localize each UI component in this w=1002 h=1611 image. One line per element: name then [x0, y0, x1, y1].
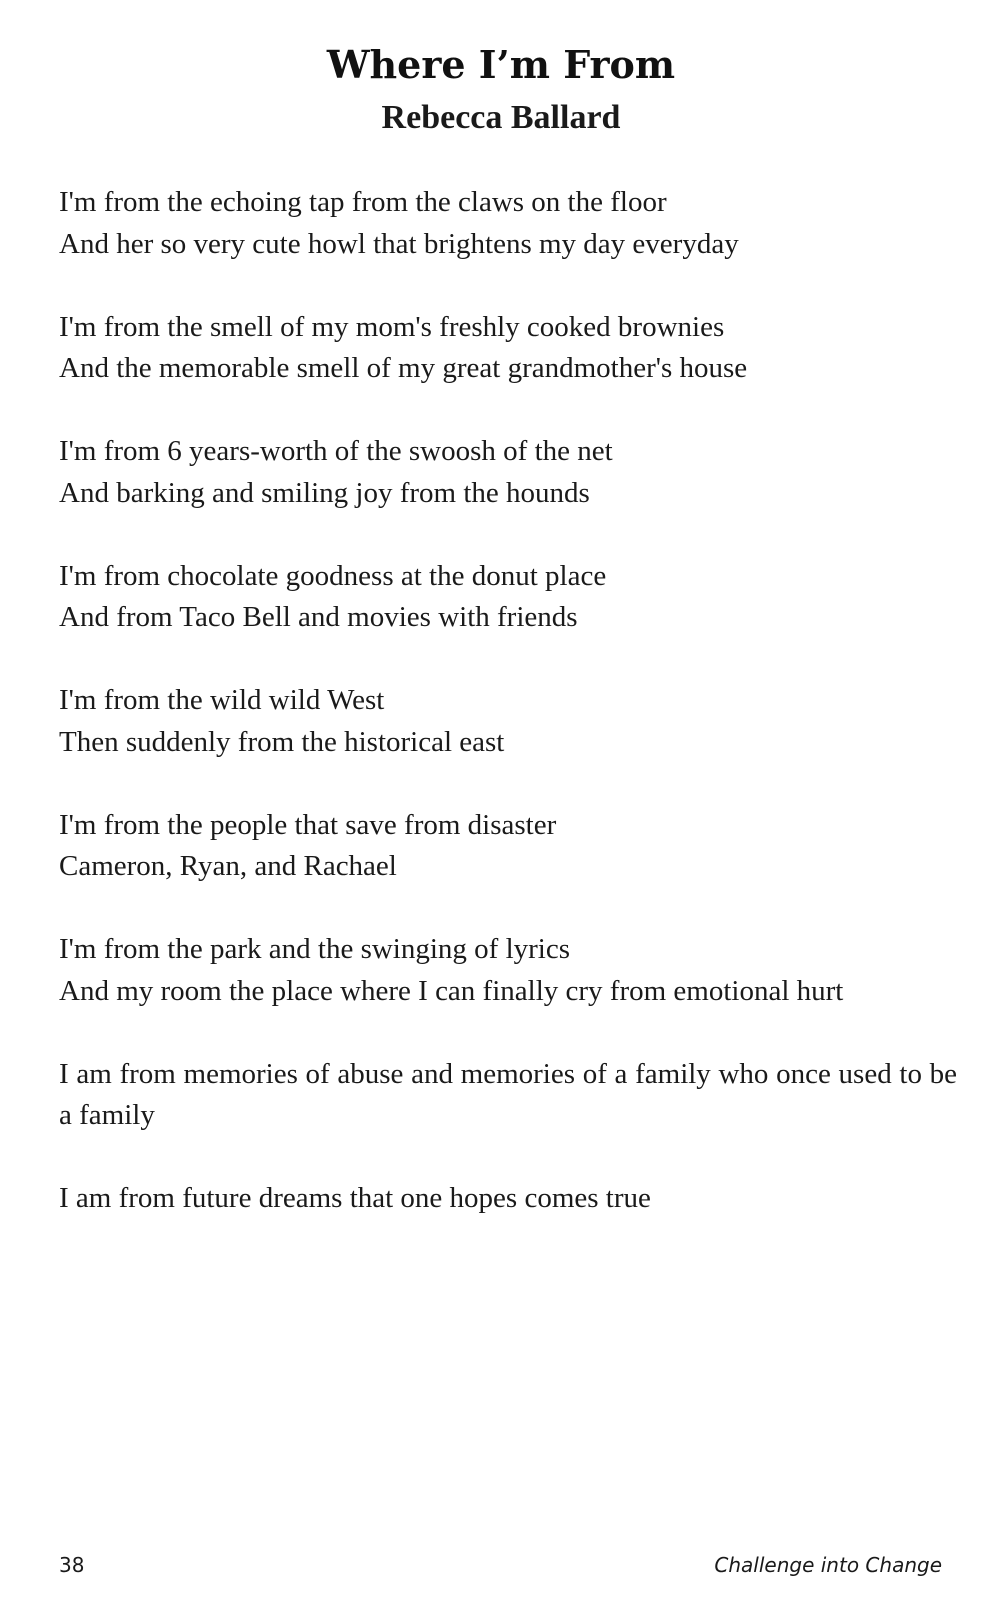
- poem-line: I'm from the smell of my mom's freshly cooked brownies: [59, 310, 725, 343]
- poem-line: And from Taco Bell and movies with friends: [59, 601, 578, 633]
- stanza: [59, 556, 957, 639]
- stanza: [59, 680, 957, 763]
- poem-line: Cameron, Ryan, and Rachael: [59, 850, 397, 882]
- stanza: [59, 431, 957, 514]
- poem-line: I am from memories of abuse and memories of a family who once used to be a family: [59, 1057, 957, 1131]
- poem-line: And her so very cute howl that brightens my day everyday: [59, 227, 739, 260]
- page-number: 38: [59, 1553, 85, 1577]
- poem-line: I'm from 6 years-worth of the swoosh of the net: [59, 435, 613, 467]
- poem-line: I'm from chocolate goodness at the donut place: [59, 559, 607, 592]
- stanza: [59, 805, 957, 888]
- poem-line: Then suddenly from the historical east: [59, 725, 505, 758]
- stanza: [59, 1054, 957, 1137]
- page-footer: [59, 1550, 942, 1580]
- poem-line: I am from future dreams that one hopes comes true: [59, 1182, 651, 1214]
- poem-line: I'm from the park and the swinging of lyrics: [59, 933, 570, 965]
- poem-line: I'm from the wild wild West: [59, 684, 385, 716]
- poem-author: Rebecca Ballard: [381, 99, 621, 136]
- poem-line: And barking and smiling joy from the hounds: [59, 476, 590, 509]
- book-title: Challenge into Change: [714, 1553, 942, 1577]
- poem-line: I'm from the people that save from disaster: [59, 808, 557, 841]
- poem-line: I'm from the echoing tap from the claws on the floor: [59, 186, 667, 218]
- stanza: [59, 182, 957, 265]
- stanza: [59, 307, 957, 390]
- poem-line: And my room the place where I can finally cry from emotional hurt: [59, 974, 844, 1007]
- poem-line: And the memorable smell of my great grandmother's house: [59, 352, 748, 384]
- poem-body: [59, 182, 957, 1261]
- stanza: [59, 1178, 957, 1220]
- stanza: [59, 929, 957, 1012]
- poem-title: Where I’m From: [326, 42, 676, 87]
